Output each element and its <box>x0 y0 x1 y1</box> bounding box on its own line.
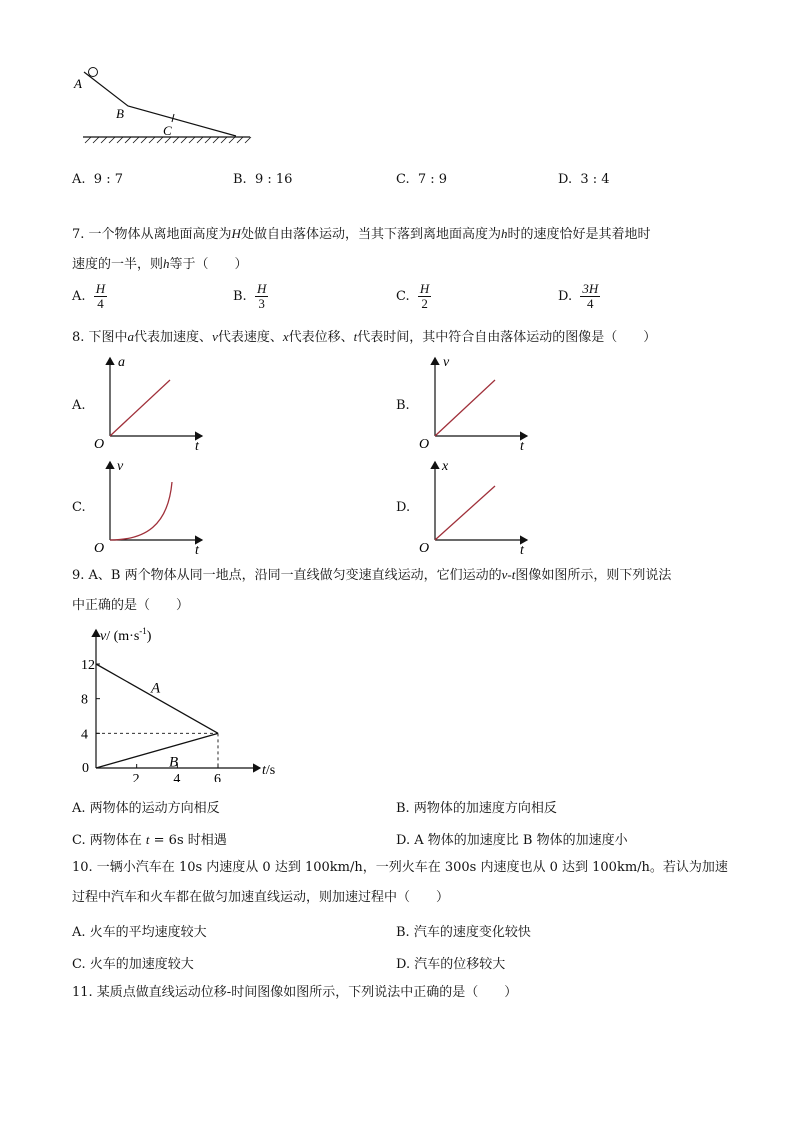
q9-xtick-label-2: 6 <box>214 772 221 782</box>
q9-series-label-b: B <box>169 754 179 771</box>
point-a-label: A <box>74 76 82 91</box>
graph-b-line <box>435 380 495 436</box>
q10-option-d[interactable]: D. 汽车的位移较大 <box>396 957 506 972</box>
graph-d-ylabel: x <box>442 459 449 474</box>
q9-xlabel: t/s <box>262 763 276 778</box>
q6-option-d[interactable]: D. 3 : 4 <box>558 172 610 187</box>
q8-graph-b[interactable] <box>415 352 540 452</box>
graph-b-ylabel: v <box>443 355 450 370</box>
q9-series-line-a <box>96 664 218 733</box>
q6-option-a[interactable]: A. 9 : 7 <box>72 172 123 187</box>
q9-ylabel: v/ $(m\cdot s^{-1})$ <box>100 626 152 644</box>
q8-graph-c[interactable] <box>90 456 215 556</box>
q7-option-d[interactable]: D. $\frac{3H}{4}$ <box>558 281 599 311</box>
q8-option-a-letter[interactable]: A. <box>72 398 86 413</box>
q10-stem-line1: 10. 一辆小汽车在 10s 内速度从 0 达到 100km/h，一列火车在 300s 内速度也从 0 达到 100km/h。若认为加速 <box>72 860 728 875</box>
q7-option-c[interactable]: C. $\frac{H}{2}$ <box>396 281 430 311</box>
q9-xtick-label-1: 4 <box>173 772 181 782</box>
q8-graph-d[interactable] <box>415 456 540 556</box>
graph-c-curve <box>110 482 172 540</box>
q9-stem-line1: 9. A、B 两个物体从同一地点，沿同一直线做匀变速直线运动，它们运动的v-t图像如图所示，则下列说法 <box>72 567 672 583</box>
graph-d-origin: O <box>419 541 430 556</box>
q6-option-c[interactable]: C. 7 : 9 <box>396 172 448 187</box>
q9-series-label-a: A <box>151 680 161 697</box>
graph-d-xlabel: t <box>520 543 524 556</box>
q9-series-line-b <box>96 733 218 768</box>
graph-a-line <box>110 380 170 436</box>
q8-option-c-letter[interactable]: C. <box>72 500 86 515</box>
q7-option-a[interactable]: A. $\frac{H}{4}$ <box>72 281 106 311</box>
q6-incline-figure <box>70 62 260 152</box>
q10-stem-line2: 过程中汽车和火车都在做匀加速直线运动，则加速过程中（ ） <box>72 890 450 905</box>
q10-option-a[interactable]: A. 火车的平均速度较大 <box>72 925 207 940</box>
point-b-label: B <box>116 106 124 121</box>
graph-c-ylabel: v <box>117 459 124 474</box>
q9-option-b[interactable]: B. 两物体的加速度方向相反 <box>396 801 557 816</box>
q9-option-a[interactable]: A. 两物体的运动方向相反 <box>72 801 220 816</box>
q10-option-c[interactable]: C. 火车的加速度较大 <box>72 957 194 972</box>
graph-c-xlabel: t <box>195 543 199 556</box>
q11-stem: 11. 某质点做直线运动位移-时间图像如图所示，下列说法中正确的是（ ） <box>72 985 518 1000</box>
q6-option-b[interactable]: B. 9 : 16 <box>233 172 293 187</box>
q9-ytick-label-2: 12 <box>81 658 95 673</box>
q7-option-b[interactable]: B. $\frac{H}{3}$ <box>233 281 267 311</box>
graph-a-xlabel: t <box>195 439 199 452</box>
q9-stem-line2: 中正确的是（ ） <box>72 598 190 613</box>
q9-ytick-label-0: 4 <box>81 727 88 743</box>
graph-d-line <box>435 486 495 540</box>
graph-a-ylabel: a <box>118 355 125 370</box>
q8-option-d-letter[interactable]: D. <box>396 500 411 515</box>
q9-vt-chart <box>78 622 298 782</box>
point-c-label: C <box>163 123 172 138</box>
graph-b-origin: O <box>419 437 430 452</box>
graph-c-origin: O <box>94 541 105 556</box>
q8-option-b-letter[interactable]: B. <box>396 398 410 413</box>
q10-option-b[interactable]: B. 汽车的速度变化较快 <box>396 925 531 940</box>
q8-stem: 8. 下图中a代表加速度、v代表速度、x代表位移、t代表时间，其中符合自由落体运动的图像是（ ） <box>72 329 657 345</box>
graph-a-origin: O <box>94 437 105 452</box>
q9-option-d[interactable]: D. A 物体的加速度比 B 物体的加速度小 <box>396 833 628 848</box>
graph-b-xlabel: t <box>520 439 524 452</box>
q7-stem-line1: 7. 一个物体从离地面高度为H处做自由落体运动，当其下落到离地面高度为h时的速度恰好是其着地时 <box>72 226 651 242</box>
q7-stem-line2: 速度的一半，则h等于（ ） <box>72 256 248 272</box>
q9-origin: 0 <box>82 761 89 776</box>
q9-option-c[interactable]: C. 两物体在 t = 6s 时相遇 <box>72 832 227 848</box>
q8-graph-a[interactable] <box>90 352 215 452</box>
q9-xtick-label-0: 2 <box>132 772 140 782</box>
q9-ytick-label-1: 8 <box>81 692 88 708</box>
